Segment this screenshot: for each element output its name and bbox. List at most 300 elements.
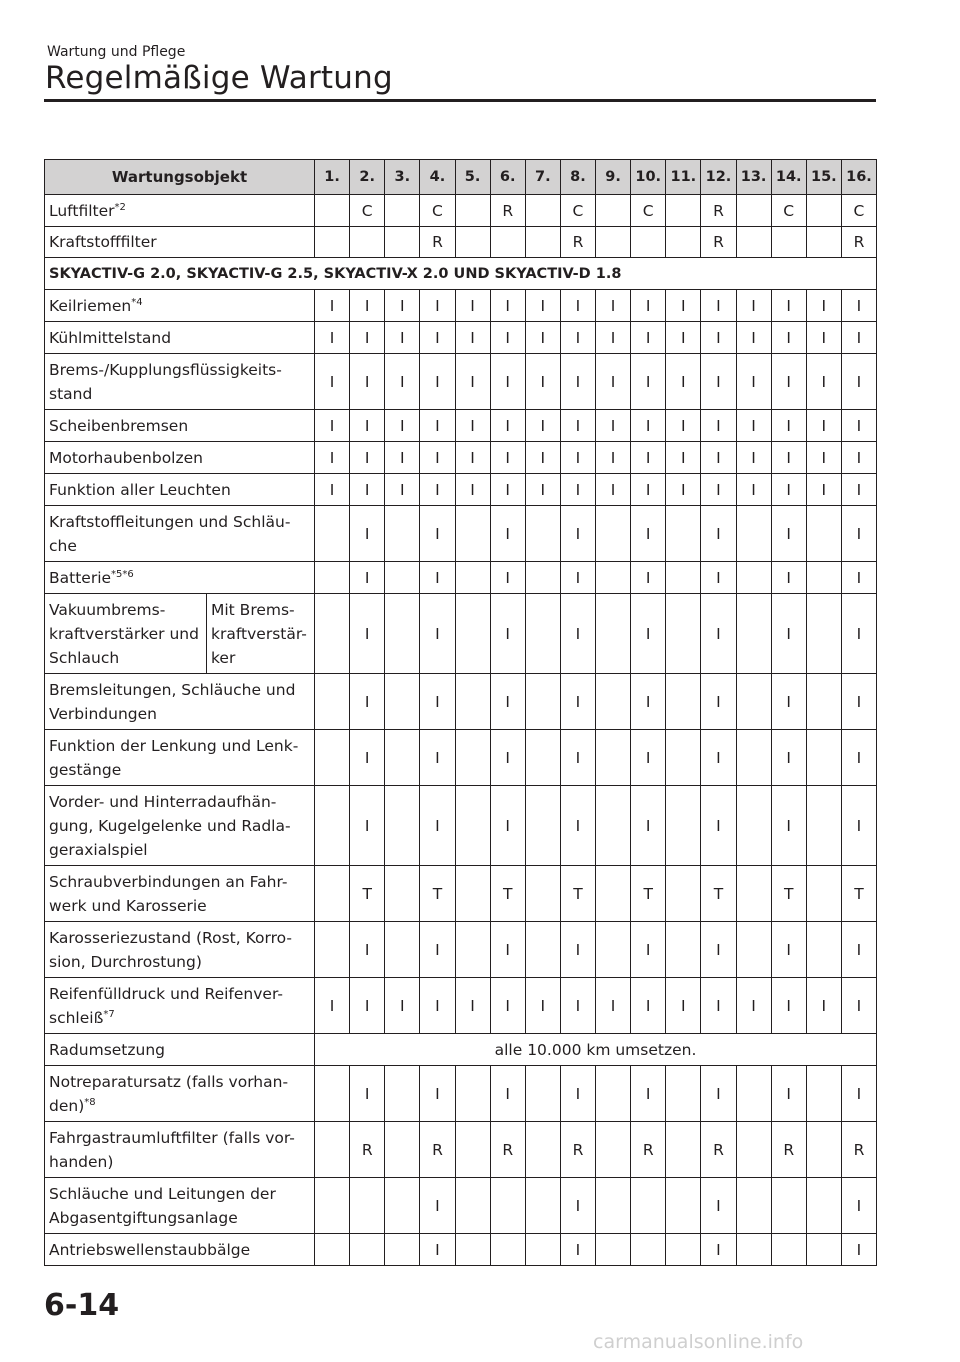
schedule-cell	[806, 227, 841, 258]
item-label-line: Radumsetzung	[49, 1040, 166, 1059]
schedule-cell	[385, 674, 420, 730]
schedule-cell: I	[701, 506, 736, 562]
schedule-cell	[736, 866, 771, 922]
schedule-cell: I	[596, 442, 631, 474]
schedule-cell: I	[771, 410, 806, 442]
schedule-cell: T	[560, 866, 595, 922]
table-row	[45, 258, 877, 290]
schedule-cell: I	[350, 978, 385, 1034]
table-body	[45, 195, 877, 1266]
maintenance-item-label	[45, 290, 315, 322]
schedule-cell: I	[385, 978, 420, 1034]
schedule-cell	[385, 562, 420, 594]
schedule-cell	[736, 562, 771, 594]
schedule-cell: I	[841, 730, 876, 786]
item-label-line: Vorder- und Hinterradaufhän-	[49, 792, 277, 811]
schedule-cell	[771, 1178, 806, 1234]
item-label-line: sion, Durchrostung)	[49, 952, 202, 971]
item-column-header: Wartungsobjekt	[45, 160, 315, 195]
schedule-cell: I	[490, 594, 525, 674]
interval-header: 12.	[701, 160, 736, 195]
schedule-cell: I	[385, 410, 420, 442]
subcondition-line: kraftverstär-	[211, 624, 307, 643]
schedule-cell: T	[701, 866, 736, 922]
schedule-cell	[315, 506, 350, 562]
item-label-line: Antriebswellenstaubbälge	[49, 1240, 251, 1259]
schedule-cell: I	[490, 786, 525, 866]
schedule-cell: I	[350, 506, 385, 562]
schedule-cell: I	[631, 354, 666, 410]
engine-variant-subheader: SKYACTIV-G 2.0, SKYACTIV-G 2.5, SKYACTIV-X 2.0 UND SKYACTIV-D 1.8	[45, 258, 877, 290]
maintenance-item-label	[45, 195, 315, 227]
schedule-cell: I	[701, 410, 736, 442]
schedule-cell: I	[525, 322, 560, 354]
schedule-cell: I	[666, 410, 701, 442]
schedule-cell	[315, 594, 350, 674]
table-row	[45, 410, 877, 442]
schedule-cell	[666, 506, 701, 562]
schedule-cell: I	[631, 1066, 666, 1122]
schedule-cell: I	[806, 442, 841, 474]
schedule-cell	[490, 1178, 525, 1234]
schedule-cell: I	[771, 594, 806, 674]
maintenance-item-label	[45, 354, 315, 410]
schedule-cell	[666, 1234, 701, 1266]
schedule-cell	[666, 1066, 701, 1122]
schedule-cell	[596, 674, 631, 730]
schedule-cell: R	[560, 227, 595, 258]
schedule-cell: I	[350, 922, 385, 978]
schedule-cell: I	[490, 1066, 525, 1122]
maintenance-item-label	[45, 410, 315, 442]
schedule-cell	[806, 594, 841, 674]
schedule-cell	[525, 922, 560, 978]
schedule-cell: I	[560, 290, 595, 322]
schedule-cell	[315, 730, 350, 786]
schedule-cell	[525, 227, 560, 258]
schedule-cell	[525, 674, 560, 730]
schedule-cell: I	[455, 354, 490, 410]
schedule-cell: I	[701, 322, 736, 354]
schedule-cell: I	[560, 786, 595, 866]
schedule-cell: I	[841, 354, 876, 410]
schedule-cell: I	[385, 322, 420, 354]
schedule-cell	[596, 730, 631, 786]
schedule-cell: I	[806, 322, 841, 354]
schedule-cell: R	[701, 1122, 736, 1178]
table-row	[45, 474, 877, 506]
schedule-cell	[525, 195, 560, 227]
schedule-cell	[455, 1122, 490, 1178]
schedule-cell: I	[420, 674, 455, 730]
maintenance-item-label	[45, 730, 315, 786]
schedule-cell: I	[771, 674, 806, 730]
schedule-cell: I	[631, 730, 666, 786]
schedule-cell: R	[560, 1122, 595, 1178]
schedule-cell	[315, 195, 350, 227]
schedule-cell	[385, 922, 420, 978]
schedule-cell: I	[701, 730, 736, 786]
schedule-cell: C	[350, 195, 385, 227]
schedule-cell: I	[490, 442, 525, 474]
item-label-line: kraftverstärker und	[49, 624, 199, 643]
schedule-cell: I	[315, 442, 350, 474]
schedule-cell: I	[420, 730, 455, 786]
schedule-cell: I	[420, 474, 455, 506]
item-label-line: Reifenfülldruck und Reifenver-	[49, 984, 283, 1003]
table-row	[45, 674, 877, 730]
schedule-cell: I	[560, 562, 595, 594]
schedule-cell: I	[350, 562, 385, 594]
schedule-cell	[525, 1122, 560, 1178]
schedule-cell	[806, 506, 841, 562]
item-label-line: Kraftstofffilter	[49, 233, 157, 251]
maintenance-item-subcondition	[207, 594, 315, 674]
schedule-cell: I	[560, 674, 595, 730]
schedule-cell: I	[490, 978, 525, 1034]
schedule-cell	[315, 1178, 350, 1234]
schedule-cell: I	[420, 290, 455, 322]
schedule-cell: I	[490, 730, 525, 786]
item-label-line: Batterie	[49, 568, 112, 587]
interval-header: 4.	[420, 160, 455, 195]
schedule-cell: I	[455, 410, 490, 442]
schedule-cell: I	[631, 594, 666, 674]
schedule-cell: I	[771, 786, 806, 866]
schedule-cell: I	[420, 562, 455, 594]
schedule-cell: I	[771, 506, 806, 562]
schedule-cell: I	[315, 474, 350, 506]
schedule-cell: I	[736, 322, 771, 354]
schedule-cell: I	[490, 674, 525, 730]
schedule-cell	[736, 594, 771, 674]
maintenance-item-label	[45, 786, 315, 866]
schedule-cell	[490, 1234, 525, 1266]
interval-header: 10.	[631, 160, 666, 195]
interval-header: 13.	[736, 160, 771, 195]
schedule-cell: I	[631, 506, 666, 562]
maintenance-item-label	[45, 506, 315, 562]
schedule-cell: I	[455, 474, 490, 506]
schedule-cell: I	[841, 1178, 876, 1234]
schedule-cell	[666, 195, 701, 227]
schedule-cell: I	[666, 442, 701, 474]
item-label-line: Kraftstoffleitungen und Schläu-	[49, 512, 291, 531]
table-row	[45, 227, 877, 258]
schedule-cell	[315, 1066, 350, 1122]
watermark: carmanualsonline.info	[593, 1331, 804, 1353]
table-row	[45, 442, 877, 474]
schedule-cell: I	[385, 474, 420, 506]
page-title: Regelmäßige Wartung	[45, 60, 393, 96]
schedule-cell: I	[771, 978, 806, 1034]
schedule-cell: I	[596, 354, 631, 410]
table-row	[45, 354, 877, 410]
schedule-cell: R	[350, 1122, 385, 1178]
schedule-cell	[455, 227, 490, 258]
schedule-cell: I	[560, 1178, 595, 1234]
schedule-cell	[666, 730, 701, 786]
table-row	[45, 1034, 877, 1066]
schedule-cell: I	[841, 562, 876, 594]
table-row	[45, 1178, 877, 1234]
schedule-cell	[315, 866, 350, 922]
schedule-cell	[490, 227, 525, 258]
schedule-cell	[666, 1122, 701, 1178]
schedule-cell: I	[631, 562, 666, 594]
schedule-cell	[385, 227, 420, 258]
schedule-cell	[666, 1178, 701, 1234]
schedule-cell: I	[315, 410, 350, 442]
schedule-cell: I	[631, 978, 666, 1034]
schedule-cell	[666, 674, 701, 730]
table-row	[45, 290, 877, 322]
schedule-cell: I	[490, 410, 525, 442]
interval-note: alle 10.000 km umsetzen.	[315, 1034, 877, 1066]
schedule-cell: I	[560, 594, 595, 674]
maintenance-item-label	[45, 562, 315, 594]
schedule-cell: I	[560, 442, 595, 474]
schedule-cell	[736, 786, 771, 866]
schedule-cell	[315, 1234, 350, 1266]
schedule-cell: I	[841, 442, 876, 474]
schedule-cell	[455, 922, 490, 978]
schedule-cell: I	[350, 594, 385, 674]
schedule-cell	[385, 195, 420, 227]
schedule-cell: I	[490, 290, 525, 322]
item-label-line: gung, Kugelgelenke und Radla-	[49, 816, 291, 835]
schedule-cell	[385, 1234, 420, 1266]
schedule-cell: T	[420, 866, 455, 922]
schedule-cell: I	[490, 354, 525, 410]
schedule-cell	[596, 1178, 631, 1234]
schedule-cell	[455, 786, 490, 866]
table-row	[45, 322, 877, 354]
schedule-cell: I	[701, 290, 736, 322]
schedule-cell: I	[596, 322, 631, 354]
schedule-cell: I	[666, 474, 701, 506]
item-label-line: Schraubverbindungen an Fahr-	[49, 872, 288, 891]
schedule-cell: I	[736, 354, 771, 410]
schedule-cell: I	[701, 978, 736, 1034]
schedule-cell: I	[631, 410, 666, 442]
maintenance-schedule-table	[44, 159, 877, 1266]
schedule-cell: I	[771, 922, 806, 978]
item-label-line: werk und Karosserie	[49, 896, 207, 915]
schedule-cell: C	[771, 195, 806, 227]
schedule-cell: R	[841, 1122, 876, 1178]
schedule-cell	[525, 866, 560, 922]
schedule-cell: I	[420, 1066, 455, 1122]
interval-header: 16.	[841, 160, 876, 195]
item-label-line: Notreparatursatz (falls vorhan-	[49, 1072, 289, 1091]
schedule-cell: I	[490, 922, 525, 978]
schedule-cell: I	[385, 354, 420, 410]
schedule-cell	[736, 195, 771, 227]
schedule-cell: I	[560, 978, 595, 1034]
schedule-cell: I	[420, 922, 455, 978]
schedule-cell: I	[701, 674, 736, 730]
schedule-cell: I	[420, 354, 455, 410]
schedule-cell: I	[525, 978, 560, 1034]
interval-header: 9.	[596, 160, 631, 195]
item-label-line: Funktion aller Leuchten	[49, 480, 231, 499]
schedule-cell: I	[596, 410, 631, 442]
schedule-cell: I	[420, 594, 455, 674]
item-label-line: Fahrgastraumluftfilter (falls vor-	[49, 1128, 295, 1147]
schedule-cell	[806, 562, 841, 594]
schedule-cell: I	[841, 322, 876, 354]
interval-header: 11.	[666, 160, 701, 195]
schedule-cell: I	[841, 410, 876, 442]
schedule-cell: T	[631, 866, 666, 922]
maintenance-item-label	[45, 1066, 315, 1122]
schedule-cell	[596, 922, 631, 978]
maintenance-item-label	[45, 594, 207, 674]
schedule-cell	[596, 562, 631, 594]
schedule-cell: I	[560, 1234, 595, 1266]
schedule-cell: I	[350, 674, 385, 730]
schedule-cell	[596, 1066, 631, 1122]
schedule-cell: I	[420, 410, 455, 442]
schedule-cell	[736, 1066, 771, 1122]
schedule-cell: I	[736, 290, 771, 322]
schedule-cell: I	[455, 290, 490, 322]
schedule-cell: I	[771, 442, 806, 474]
item-label-line: Bremsleitungen, Schläuche und	[49, 680, 296, 699]
schedule-cell	[806, 1122, 841, 1178]
table-row	[45, 1234, 877, 1266]
title-rule	[44, 99, 876, 102]
schedule-cell: I	[420, 1234, 455, 1266]
footnote-marker: *2	[114, 201, 126, 213]
schedule-cell: I	[806, 290, 841, 322]
schedule-cell: R	[701, 195, 736, 227]
schedule-cell	[350, 227, 385, 258]
item-label-line: Brems-/Kupplungsflüssigkeits-	[49, 360, 282, 379]
schedule-cell: I	[806, 474, 841, 506]
item-label-line: Motorhaubenbolzen	[49, 448, 203, 467]
schedule-cell	[806, 786, 841, 866]
schedule-cell: T	[490, 866, 525, 922]
schedule-cell: I	[736, 410, 771, 442]
schedule-cell: R	[841, 227, 876, 258]
schedule-cell: C	[631, 195, 666, 227]
schedule-cell	[631, 1234, 666, 1266]
schedule-cell: T	[771, 866, 806, 922]
schedule-cell	[736, 506, 771, 562]
schedule-cell: I	[525, 290, 560, 322]
table-row	[45, 922, 877, 978]
footnote-marker: *4	[131, 296, 143, 308]
schedule-cell: I	[350, 290, 385, 322]
schedule-cell	[806, 1234, 841, 1266]
schedule-cell: I	[420, 442, 455, 474]
schedule-cell: I	[525, 354, 560, 410]
schedule-cell: I	[596, 290, 631, 322]
table-row	[45, 866, 877, 922]
schedule-cell	[525, 730, 560, 786]
schedule-cell	[455, 674, 490, 730]
schedule-cell	[596, 227, 631, 258]
schedule-cell: T	[841, 866, 876, 922]
schedule-cell	[666, 922, 701, 978]
table-row	[45, 195, 877, 227]
schedule-cell: I	[701, 922, 736, 978]
schedule-cell: I	[560, 474, 595, 506]
item-label-line: Schlauch	[49, 648, 120, 667]
schedule-cell	[315, 227, 350, 258]
schedule-cell: I	[596, 474, 631, 506]
schedule-cell: I	[350, 1066, 385, 1122]
interval-header: 8.	[560, 160, 595, 195]
schedule-cell: I	[631, 474, 666, 506]
schedule-cell: I	[560, 410, 595, 442]
schedule-cell	[596, 786, 631, 866]
schedule-cell	[315, 922, 350, 978]
item-label-line: Keilriemen	[49, 296, 132, 315]
schedule-cell	[455, 1066, 490, 1122]
schedule-cell: I	[701, 562, 736, 594]
schedule-cell: I	[315, 322, 350, 354]
table-row	[45, 730, 877, 786]
schedule-cell: I	[806, 978, 841, 1034]
schedule-cell	[631, 1178, 666, 1234]
schedule-cell: I	[841, 786, 876, 866]
schedule-cell: I	[420, 506, 455, 562]
schedule-cell	[455, 866, 490, 922]
schedule-cell: I	[385, 290, 420, 322]
schedule-cell: I	[841, 474, 876, 506]
schedule-cell	[666, 227, 701, 258]
schedule-cell: I	[631, 442, 666, 474]
schedule-cell: I	[631, 674, 666, 730]
schedule-cell: I	[771, 290, 806, 322]
schedule-cell	[596, 506, 631, 562]
schedule-cell	[315, 786, 350, 866]
schedule-cell: R	[631, 1122, 666, 1178]
schedule-cell: I	[560, 354, 595, 410]
schedule-cell	[736, 227, 771, 258]
table-row	[45, 978, 877, 1034]
interval-header: 7.	[525, 160, 560, 195]
schedule-cell	[666, 562, 701, 594]
item-label-line: che	[49, 536, 77, 555]
schedule-cell: I	[455, 978, 490, 1034]
maintenance-item-label	[45, 866, 315, 922]
schedule-cell: I	[771, 354, 806, 410]
schedule-cell: I	[385, 442, 420, 474]
schedule-cell	[736, 1122, 771, 1178]
schedule-cell: I	[455, 442, 490, 474]
schedule-cell: I	[841, 922, 876, 978]
schedule-cell	[385, 786, 420, 866]
schedule-cell: I	[455, 322, 490, 354]
schedule-cell: I	[631, 922, 666, 978]
schedule-cell: I	[490, 506, 525, 562]
schedule-cell: I	[701, 786, 736, 866]
schedule-cell: I	[315, 354, 350, 410]
schedule-cell: I	[560, 730, 595, 786]
item-label-line: geraxialspiel	[49, 840, 148, 859]
schedule-cell: I	[631, 786, 666, 866]
maintenance-item-label	[45, 1234, 315, 1266]
interval-header: 3.	[385, 160, 420, 195]
schedule-cell	[350, 1178, 385, 1234]
schedule-cell	[455, 730, 490, 786]
schedule-cell	[385, 730, 420, 786]
schedule-cell: I	[631, 290, 666, 322]
